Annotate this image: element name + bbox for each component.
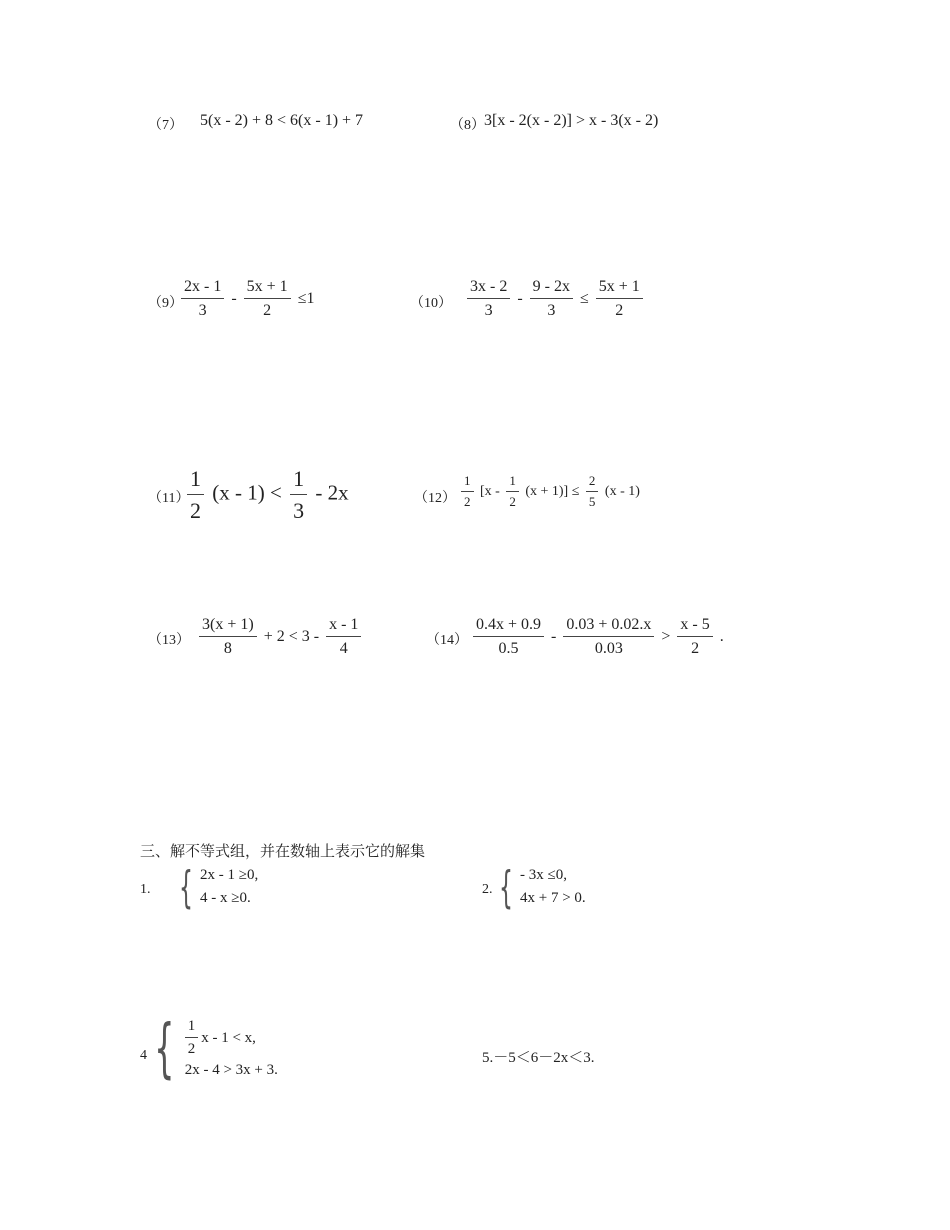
fraction-numerator: 2x - 1 (181, 278, 224, 299)
problem-5-label: 5. (482, 1050, 494, 1066)
fraction-denominator: 2 (464, 493, 471, 509)
problem-9-inequality (178, 278, 314, 321)
problem-10-inequality (464, 278, 646, 321)
problem-14-inequality (470, 616, 724, 659)
system-4 (144, 1012, 278, 1087)
system-row-tail: x - 1 < x, (201, 1029, 256, 1046)
fraction-denominator: 2 (691, 640, 700, 658)
fraction-denominator: 3 (484, 302, 493, 320)
fraction-numerator: 0.03 + 0.02.x (563, 616, 654, 637)
fraction-numerator: 9 - 2x (530, 278, 573, 299)
system-4-label: 4 (140, 1048, 147, 1063)
fraction-numerator: 5x + 1 (596, 278, 643, 299)
problem-9-label: （9） (148, 296, 183, 311)
fraction-numerator: 1 (185, 1018, 199, 1038)
expression-middle: (x + 1)] ≤ (525, 484, 580, 500)
problem-10-label: （10） (410, 296, 452, 311)
fraction-denominator: 2 (615, 302, 624, 320)
operator: - (517, 290, 523, 308)
system-2 (492, 861, 586, 913)
fraction-denominator: 3 (198, 302, 207, 320)
expression-middle: + 2 < 3 - (263, 628, 320, 646)
fraction-denominator: 0.5 (498, 640, 519, 658)
operator: - (231, 290, 237, 308)
fraction-denominator: 2 (509, 493, 516, 509)
fraction-numerator: 1 (290, 466, 307, 495)
system-row (185, 1018, 278, 1059)
fraction-denominator: 2 (263, 302, 272, 320)
problem-11-inequality (184, 466, 349, 524)
problem-11-label: （11） (148, 491, 190, 506)
problem-7-inequality: 5(x - 2) + 8 < 6(x - 1) + 7 (200, 112, 364, 129)
fraction-denominator: 2 (187, 1041, 196, 1058)
fraction-numerator: 1 (461, 474, 474, 492)
fraction-numerator: 3x - 2 (467, 278, 510, 299)
problem-8-inequality: 3[x - 2(x - 2)] > x - 3(x - 2) (484, 112, 659, 129)
expression-middle: (x - 1) < (212, 480, 282, 505)
system-row: 2x - 4 > 3x + 3. (184, 1061, 278, 1078)
expression-tail: (x - 1) (604, 484, 640, 500)
system-row: 2x - 1 ≥0, (200, 867, 259, 883)
system-2-label: 2. (482, 882, 493, 897)
problem-13-inequality (196, 616, 364, 659)
left-brace-icon: { (179, 861, 193, 913)
expression-tail: . (719, 628, 724, 646)
fraction-denominator: 3 (293, 498, 305, 524)
system-row: - 3x ≤0, (520, 867, 567, 883)
section-heading: 三、解不等式组，并在数轴上表示它的解集 (140, 844, 426, 860)
fraction-numerator: 1 (187, 466, 204, 495)
system-row: 4 - x ≥0. (200, 890, 251, 907)
left-brace-icon: { (154, 1012, 175, 1087)
system-row: 4x + 7 > 0. (520, 890, 586, 907)
fraction-denominator: 3 (547, 302, 556, 320)
fraction-denominator: 2 (190, 498, 201, 524)
expression-middle: [x - (480, 484, 500, 500)
relation: > (661, 628, 671, 646)
fraction-numerator: 0.4x + 0.9 (473, 616, 544, 637)
fraction-denominator: 8 (223, 640, 232, 658)
fraction-numerator: 5x + 1 (244, 278, 291, 299)
problem-5 (482, 1046, 595, 1067)
problem-7-label: （7） (148, 118, 183, 133)
fraction-denominator: 5 (588, 493, 596, 509)
problem-5-inequality: －5＜6－2x＜3. (493, 1050, 595, 1066)
fraction-numerator: 1 (506, 474, 519, 492)
problem-13-label: （13） (148, 633, 190, 648)
expression-tail: - 2x (315, 480, 349, 505)
fraction-denominator: 4 (339, 640, 348, 658)
relation: ≤1 (297, 290, 315, 308)
fraction-numerator: x - 5 (677, 616, 712, 637)
fraction-numerator: x - 1 (326, 616, 361, 637)
problem-12-inequality (458, 474, 640, 510)
system-1 (172, 861, 259, 913)
fraction-numerator: 2 (586, 474, 599, 492)
left-brace-icon: { (499, 861, 513, 913)
fraction-numerator: 3(x + 1) (199, 616, 257, 637)
problem-8-label: （8） (450, 118, 485, 133)
relation: ≤ (579, 290, 589, 308)
operator: - (551, 628, 557, 646)
system-1-label: 1. (140, 882, 151, 897)
fraction-denominator: 0.03 (594, 640, 623, 658)
problem-14-label: （14） (426, 633, 468, 648)
problem-12-label: （12） (414, 491, 456, 506)
